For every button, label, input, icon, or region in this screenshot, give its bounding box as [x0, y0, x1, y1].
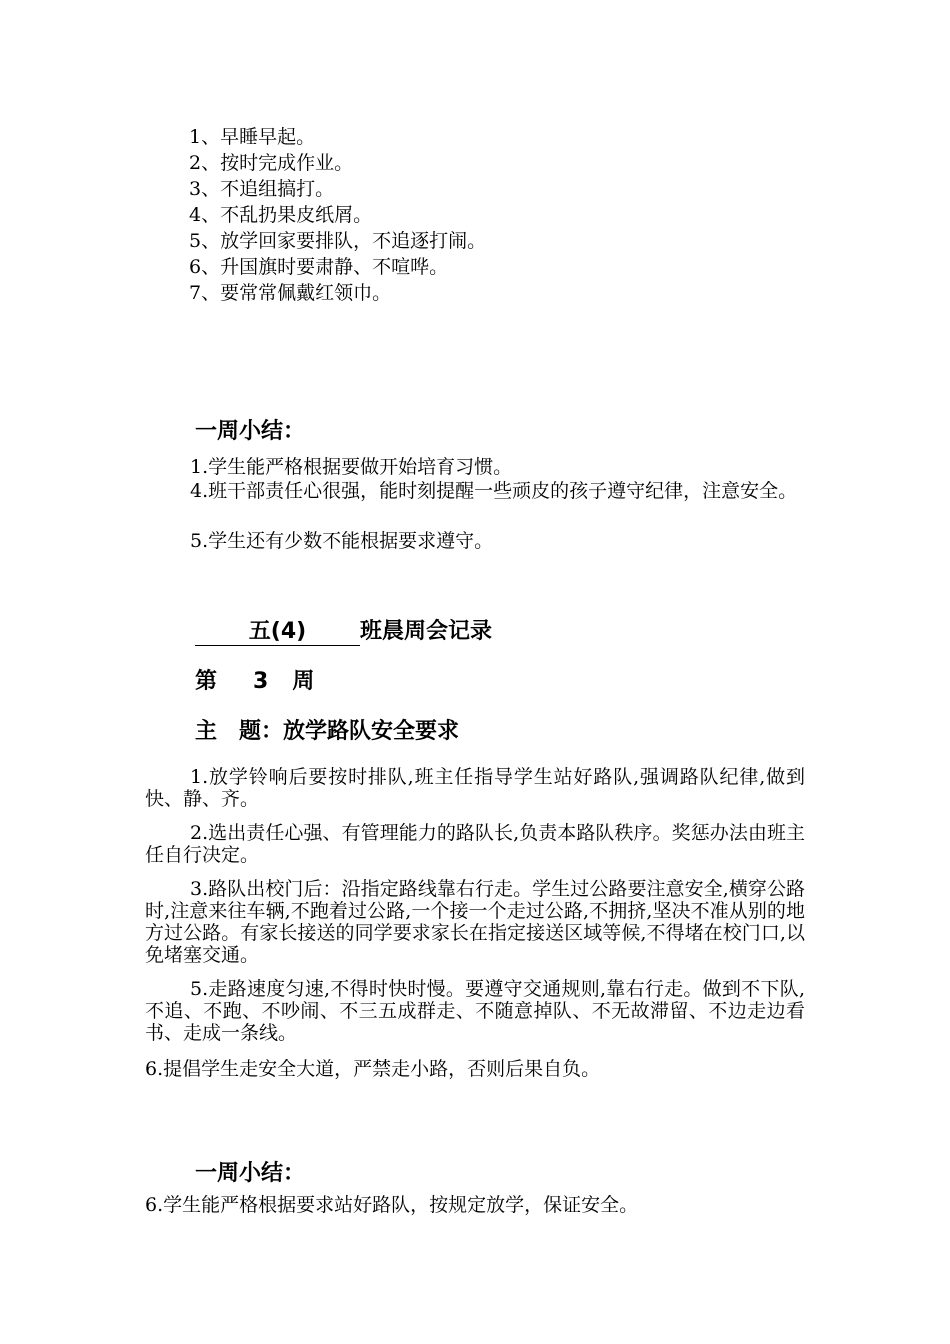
- topic-label-suffix: 题：: [239, 719, 284, 744]
- class-name: 五(4): [195, 614, 360, 646]
- summary-item: 6.学生能严格根据要求站好路队，按规定放学，保证安全。: [145, 1194, 639, 1216]
- week-label: 第: [195, 669, 218, 694]
- record-title-suffix: 班晨周会记录: [360, 619, 493, 644]
- rule-item: 5、放学回家要排队，不追逐打闹。: [189, 230, 487, 252]
- summary-heading: 一周小结：: [195, 419, 306, 444]
- week-number: 3: [253, 669, 269, 694]
- summary-item: 1.学生能严格根据要做开始培育习惯。: [190, 456, 513, 478]
- topic-line: [195, 714, 459, 745]
- record-item: 1.放学铃响后要按时排队,班主任指导学生站好路队,强调路队纪律,做到快、静、齐。: [145, 766, 805, 810]
- rule-item: 4、不乱扔果皮纸屑。: [189, 204, 373, 226]
- record-item: 5.走路速度匀速,不得时快时慢。要遵守交通规则,靠右行走。做到不下队,不追、不跑、不吵闹、不三五成群走、不随意掉队、不无故滞留、不边走边看书、走成一条线。: [145, 978, 805, 1044]
- summary-heading: 一周小结：: [195, 1161, 306, 1186]
- rule-item: 7、要常常佩戴红领巾。: [189, 282, 392, 304]
- rule-item: 6、升国旗时要肃静、不喧哗。: [189, 256, 449, 278]
- summary-item: 4.班干部责任心很强，能时刻提醒一些顽皮的孩子遵守纪律，注意安全。: [190, 480, 798, 502]
- record-item: 2.选出责任心强、有管理能力的路队长,负责本路队秩序。奖惩办法由班主任自行决定。: [145, 822, 805, 866]
- summary-item: 5.学生还有少数不能根据要求遵守。: [190, 530, 494, 552]
- record-item: 3.路队出校门后：沿指定路线靠右行走。学生过公路要注意安全,横穿公路时,注意来往车辆,不跑着过公路,一个接一个走过公路,不拥挤,坚决不准从别的地方过公路。有家长接送的同学要求家长在指定接送区域等候,不得堵在校门口,以免堵塞交通。: [145, 878, 805, 966]
- topic-label: 主: [195, 719, 218, 744]
- record-title: [195, 614, 492, 646]
- rule-item: 2、按时完成作业。: [189, 152, 354, 174]
- week-line: [195, 664, 314, 695]
- week-label-suffix: 周: [292, 669, 315, 694]
- record-item: 6.提倡学生走安全大道，严禁走小路，否则后果自负。: [145, 1058, 601, 1080]
- rule-item: 1、早睡早起。: [189, 126, 316, 148]
- rule-item: 3、不追组搞打。: [189, 178, 335, 200]
- topic-text: 放学路队安全要求: [283, 719, 460, 744]
